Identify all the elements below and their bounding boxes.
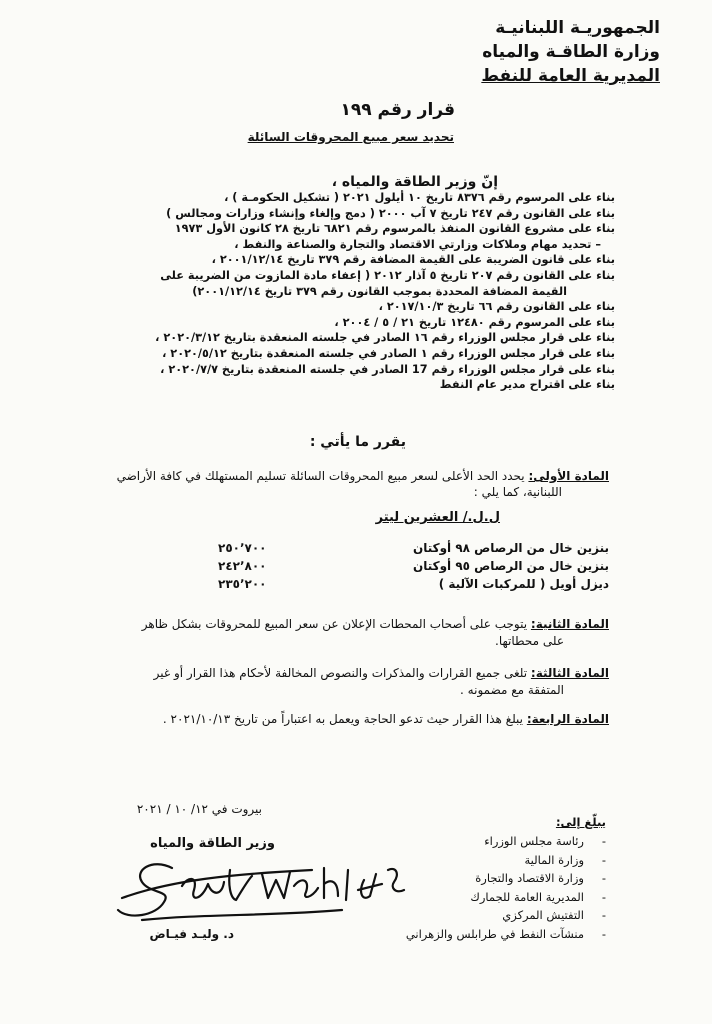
minister-intro: إنّ وزير الطاقة والمياه ، [331,174,498,190]
decision-subject: تحديد سعر مبيع المحروقات السائلة [247,130,454,144]
product-price: ٢٣٥٬٢٠٠ [218,577,267,591]
recitals-list [155,190,615,393]
recital-item: بناء على قانون الضريبة على القيمة المضافة رقم ٣٧٩ تاريخ ٢٠٠١/١٢/١٤ ، [211,253,615,267]
article-2-title: المادة الثانية: [530,617,609,631]
article-4-text: يبلغ هذا القرار حيث تدعو الحاجة ويعمل به اعتباراً من تاريخ ٢٠٢١/١٠/١٣ . [162,712,524,726]
handwritten-signature [112,840,412,930]
decides-heading: يقرر ما يأتي : [309,434,406,450]
distribution-item: -وزارة الاقتصاد والتجارة [475,871,606,885]
distribution-item: -التفتيش المركزي [502,908,606,922]
article-2-text-cont: على محطاتها. [495,634,564,648]
recital-item: بناء على قرار مجلس الوزراء رقم ١ الصادر في جلسته المنعقدة بتاريخ ٢٠٢٠/٥/١٢ ، [162,346,615,360]
signatory-name: د. وليـد فيـاض [149,927,234,941]
issue-date: بيروت في ١٢/ ١٠ / ٢٠٢١ [136,802,262,816]
article-1-title: المادة الأولى: [528,469,609,483]
recital-item: القيمة المضافة المحددة بموجب القانون رقم ٣٧٩ تاريخ ٢٠٠١/١٢/١٤) [192,284,567,298]
article-1-text: يحدد الحد الأعلى لسعر مبيع المحروقات السائلة تسليم المستهلك في كافة الأراضي [116,469,525,483]
article-1 [117,467,609,485]
article-4 [163,712,609,726]
recital-item: بناء على القانون رقم ٦٦ تاريخ ٢٠١٧/١٠/٣ ، [378,300,615,314]
article-3-title: المادة الثالثة: [530,666,609,680]
article-3-text: تلغى جميع القرارات والمذكرات والنصوص المخالفة لأحكام هذا القرار أو غير [153,666,528,680]
distribution-item: -وزارة المالية [524,852,606,867]
decision-number: قرار رقم ١٩٩ [340,100,455,120]
letterhead-republic: الجمهوريـة اللبنانيـة [495,18,660,38]
distribution-list [406,832,606,943]
article-1-text-cont: اللبنانية، كما يلي : [473,485,562,499]
recital-item: بناء على مشروع القانون المنفذ بالمرسوم رقم ٦٨٢١ تاريخ ٢٨ كانون الأول ١٩٧٣ [174,222,615,236]
signatory-title: وزير الطاقة والمياه [150,836,275,851]
article-2 [142,617,609,631]
article-4-title: المادة الرابعة: [526,712,609,726]
article-3-text-cont: المتفقة مع مضمونه . [460,683,564,697]
product-name: بنزين خال من الرصاص ٩٥ أوكتان [412,559,609,573]
recital-item: – تحديد مهام وملاكات وزارتي الاقتصاد والتجارة والصناعة والنفط ، [234,237,601,251]
product-name: بنزين خال من الرصاص ٩٨ أوكتان [412,541,609,555]
recital-item: بناء على القانون رقم ٢٤٧ تاريخ ٧ آب ٢٠٠٠ ( دمج وإلغاء وإنشاء وزارات ومجالس ) [166,206,615,220]
distribution-item: -منشآت النفط في طرابلس والزهراني [405,926,606,941]
price-unit-header: ل.ل./ العشرين ليتر [375,510,500,525]
recital-item: بناء على قرار مجلس الوزراء رقم 17 الصادر في جلسته المنعقدة بتاريخ ٢٠٢٠/٧/٧ ، [160,362,615,376]
product-name: ديزل أويل ( للمركبات الآلية ) [438,577,609,591]
distribution-item: -المديرية العامة للجمارك [470,889,606,904]
letterhead-directorate: المديرية العامة للنفط [481,66,660,86]
recital-item: بناء على اقتراح مدير عام النفط [439,378,615,392]
recital-item: بناء على القانون رقم ٢٠٧ تاريخ ٥ آذار ٢٠١٢ ( إعفاء مادة المازوت من الضريبة على [160,268,615,282]
article-2-text: يتوجب على أصحاب المحطات الإعلان عن سعر المبيع للمحروقات بشكل ظاهر [141,617,528,631]
article-3 [154,666,609,680]
recital-item: بناء على المرسوم رقم ١٢٤٨٠ تاريخ ٢١ / ٥ / ٢٠٠٤ ، [334,315,615,329]
product-price: ٢٤٢٬٨٠٠ [218,559,267,573]
distribution-header: يبلّغ إلى: [555,815,606,829]
recital-item: بناء على قرار مجلس الوزراء رقم ١٦ الصادر في جلسته المنعقدة بتاريخ ٢٠٢٠/٣/١٢ ، [155,331,615,345]
letterhead-ministry: وزارة الطاقـة والمياه [482,42,660,62]
distribution-item: -رئاسة مجلس الوزراء [484,834,606,848]
product-price: ٢٥٠٬٧٠٠ [218,541,267,555]
recital-item: بناء على المرسوم رقم ٨٣٧٦ تاريخ ١٠ أيلول ٢٠٢١ ( تشكيل الحكومـة ) ، [224,191,615,204]
letterhead [481,16,660,88]
